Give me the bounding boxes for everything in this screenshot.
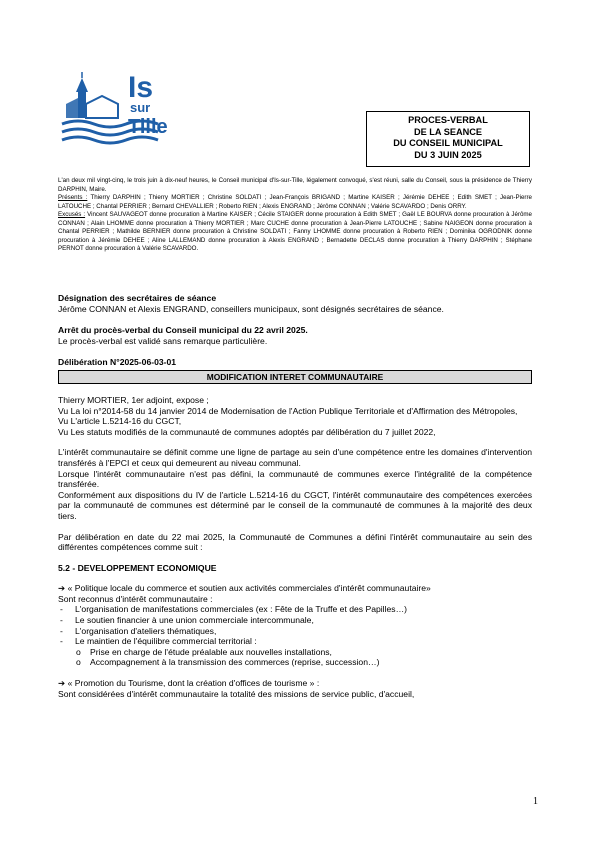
point-1-intro: Sont reconnus d'intérêt communautaire :	[58, 593, 213, 604]
point-1	[58, 583, 532, 594]
paragraph-3: Conformément aux dispositions du IV de l'article L.5214-16 du CGCT, l'intérêt communautaire des compétences exercées par la communauté de communes est déterminé par le conseil de la communauté de communes à la majorité des deux tiers.	[58, 489, 532, 521]
secretaires-heading: Désignation des secrétaires de séance	[58, 293, 217, 303]
document-body	[58, 293, 532, 699]
arrow-right-icon: ➔	[58, 583, 66, 594]
excuses-list: Vincent SAUVAGEOT donne procuration à Martine KAISER ; Cécile STAIGER donne procuration à Edith SMET ; Gaël LE BOURVA donne procuration à Jérôme CONNAN ; Alain LHOMME donne procuration à Thierry MORTIER ; Marc CUCHE donne procuration à Jean-Pierre LATOUCHE ; Sabine NAIGEON donne procuration à Chantal PERRIER ; Mathilde BERNIER donne procuration à Christine SOLDATI ; Fanny LHOMME donne procuration à Roberto RIEN ; Dominika OGRODNIK donne procuration à Jérémie DEHEE ; Aline LALLEMAND donne procuration à Alexis ENGRAND ; Bernadette DECLAS donne procuration à Thierry DARPHIN ; Stéphane PERNOT donne procuration à Valérie SCAVARDO.	[58, 211, 532, 252]
list-item: - Le soutien financier à une union commerciale intercommunale,	[60, 615, 314, 626]
title-line-1: PROCES-VERBAL	[408, 115, 488, 125]
point-1-text: « Politique locale du commerce et soutien aux activités commerciales d'intérêt communautaire»	[67, 583, 431, 594]
arret-heading: Arrêt du procès-verbal du Conseil municipal du 22 avril 2025.	[58, 325, 308, 336]
sub-list-item: o Prise en charge de l'étude préalable aux nouvelles installations,	[76, 646, 332, 657]
deliberation-number: Délibération N°2025-06-03-01	[58, 357, 177, 368]
arret-text: Le procès-verbal est validé sans remarque particulière.	[58, 335, 268, 346]
list-item: - L'organisation de manifestations commerciales (ex : Fête de la Truffe et des Papilles…)	[60, 604, 408, 615]
section-heading: 5.2 - DEVELOPPEMENT ECONOMIQUE	[58, 562, 217, 573]
point-2	[58, 678, 532, 689]
logo-text-sur: sur	[130, 100, 151, 115]
vu-loi: Vu La loi n°2014-58 du 14 janvier 2014 de Modernisation de l'Action Publique Territoriale et d'Affirmation des Métropoles,	[58, 405, 518, 416]
list-item: - Le maintien de l'équilibre commercial territorial :	[60, 636, 257, 647]
deliberation-subject: MODIFICATION INTERET COMMUNAUTAIRE	[58, 370, 532, 384]
session-intro	[58, 177, 532, 254]
paragraph-1: L'intérêt communautaire se définit comme une ligne de partage au sein d'une compétence entre les domaines d'intervention transférés à l'EPCI et ceux qui demeurent au niveau communal.	[58, 447, 532, 468]
logo-text-is: Is	[128, 71, 154, 104]
excuses-paragraph	[58, 211, 532, 254]
sub-list-item: o Accompagnement à la transmission des commerces (reprise, succession…)	[76, 657, 380, 668]
presents-list: Thierry DARPHIN ; Thierry MORTIER ; Christine SOLDATI ; Jean-François BRIGAND ; Martine KAISER ; Jérémie DEHEE ; Edith SMET ; Jean-Pierre LATOUCHE ; Chantal PERRIER ; Bernard CHEVALLIER ; Roberto RIEN ; Alexis ENGRAND ; Jérôme CONNAN ; Valérie SCAVARDO ; Denis ORRY.	[58, 194, 532, 210]
excuses-label: Excusés :	[58, 211, 86, 218]
vu-article: Vu L'article L.5214-16 du CGCT,	[58, 416, 182, 427]
presents-label: Présents :	[58, 194, 88, 201]
logo-text-tille: Tille	[128, 116, 168, 138]
page-number: 1	[533, 796, 538, 807]
title-line-4: DU 3 JUIN 2025	[414, 149, 482, 160]
list-item: - L'organisation d'ateliers thématiques,	[60, 625, 217, 636]
vu-statuts: Vu Les statuts modifiés de la communauté de communes adoptés par délibération du 7 juillet 2022,	[58, 426, 436, 437]
paragraph-2: Lorsque l'intérêt communautaire n'est pas défini, la communauté de communes exerce l'intégralité de la compétence transférée.	[58, 468, 532, 490]
point-2-text-body: Sont considérées d'intérêt communautaire la totalité des missions de service public, d'accueil,	[58, 688, 415, 699]
rapporteur: Thierry MORTIER, 1er adjoint, expose ;	[58, 394, 209, 405]
arrow-right-icon: ➔	[58, 678, 66, 689]
title-line-2: DE LA SEANCE	[413, 126, 483, 137]
point-2-text: « Promotion du Tourisme, dont la création d'offices de tourisme » :	[67, 678, 320, 689]
is-sur-tille-logo	[58, 52, 188, 152]
presents-paragraph	[58, 194, 532, 211]
title-box	[366, 111, 530, 167]
commerce-list	[58, 604, 532, 668]
opening-text: L'an deux mil vingt-cinq, le trois juin à dix-neuf heures, le Conseil municipal d'Is-sur-Tille, légalement convoqué, s'est réuni, salle du Conseil, sous la présidence de Thierry DARPHIN, Maire.	[58, 177, 532, 193]
paragraph-4: Par délibération en date du 22 mai 2025, la Communauté de Communes a défini l'intérêt communautaire au sein des différentes compétences comme suit :	[58, 531, 532, 553]
title-line-3: DU CONSEIL MUNICIPAL	[393, 138, 503, 148]
secretaires-text: Jérôme CONNAN et Alexis ENGRAND, conseillers municipaux, sont désignés secrétaires de séance.	[58, 303, 444, 314]
